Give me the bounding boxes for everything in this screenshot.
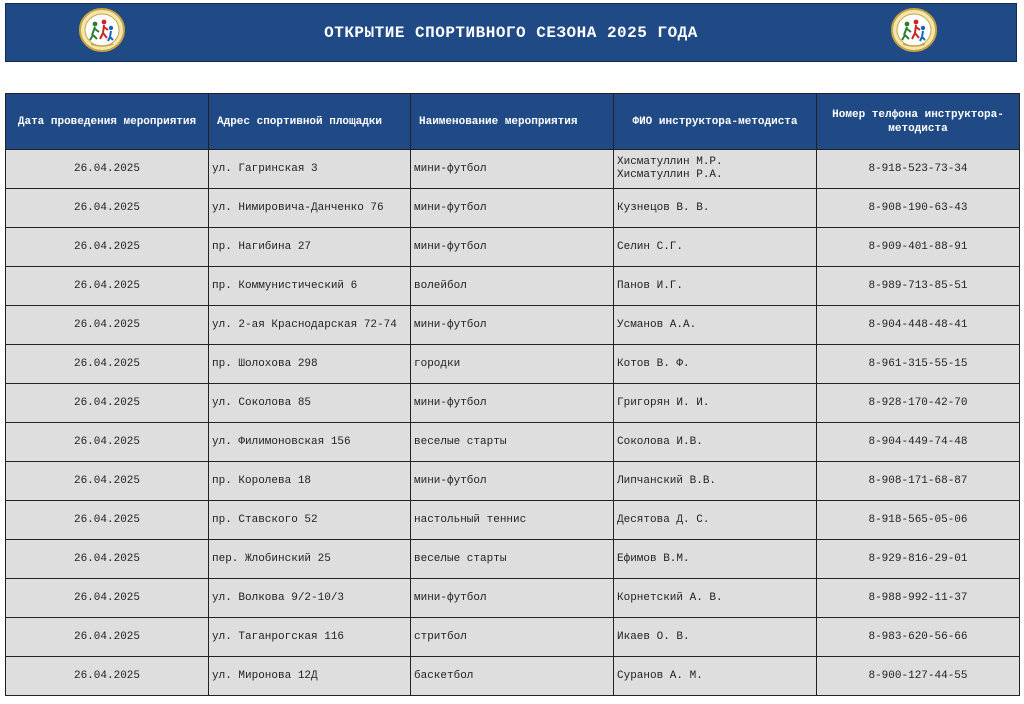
header-event: Наименование мероприятия xyxy=(411,94,614,150)
instructor-name: Панов И.Г. xyxy=(617,279,684,292)
cell-instructor xyxy=(614,189,817,228)
cell-address: пр. Нагибина 27 xyxy=(209,228,411,267)
cell-instructor xyxy=(614,345,817,384)
header-instructor: ФИО инструктора-методиста xyxy=(614,94,817,150)
instructor-name: Григорян И. И. xyxy=(617,396,710,409)
cell-phone: 8-904-449-74-48 xyxy=(817,423,1020,462)
cell-date: 26.04.2025 xyxy=(6,384,209,423)
cell-address: пер. Жлобинский 25 xyxy=(209,540,411,579)
page-title: ОТКРЫТИЕ СПОРТИВНОГО СЕЗОНА 2025 ГОДА xyxy=(324,23,698,42)
cell-address: ул. Соколова 85 xyxy=(209,384,411,423)
cell-event: мини-футбол xyxy=(411,306,614,345)
cell-instructor xyxy=(614,540,817,579)
cell-phone: 8-909-401-88-91 xyxy=(817,228,1020,267)
cell-event: мини-футбол xyxy=(411,228,614,267)
table-row xyxy=(6,228,1020,267)
cell-instructor xyxy=(614,423,817,462)
instructor-name: Суранов А. М. xyxy=(617,669,703,682)
cell-event: настольный теннис xyxy=(411,501,614,540)
instructor-name: Ефимов В.М. xyxy=(617,552,690,565)
cell-phone: 8-908-190-63-43 xyxy=(817,189,1020,228)
cell-date: 26.04.2025 xyxy=(6,501,209,540)
header-phone: Номер телфона инструктора-методиста xyxy=(817,94,1020,150)
instructor-name: Десятова Д. С. xyxy=(617,513,710,526)
cell-phone: 8-908-171-68-87 xyxy=(817,462,1020,501)
cell-event: волейбол xyxy=(411,267,614,306)
cell-date: 26.04.2025 xyxy=(6,150,209,189)
cell-date: 26.04.2025 xyxy=(6,657,209,696)
cell-address: ул. Миронова 12Д xyxy=(209,657,411,696)
cell-address: пр. Ставского 52 xyxy=(209,501,411,540)
cell-event: мини-футбол xyxy=(411,384,614,423)
cell-address: ул. Волкова 9/2-10/3 xyxy=(209,579,411,618)
cell-address: ул. Таганрогская 116 xyxy=(209,618,411,657)
table-row xyxy=(6,189,1020,228)
instructor-name: Корнетский А. В. xyxy=(617,591,723,604)
cell-address: ул. 2-ая Краснодарская 72-74 xyxy=(209,306,411,345)
instructor-name: Соколова И.В. xyxy=(617,435,703,448)
table-row xyxy=(6,384,1020,423)
cell-phone: 8-904-448-48-41 xyxy=(817,306,1020,345)
cell-instructor xyxy=(614,228,817,267)
sports-emblem-icon xyxy=(891,8,937,52)
cell-date: 26.04.2025 xyxy=(6,618,209,657)
cell-phone: 8-900-127-44-55 xyxy=(817,657,1020,696)
cell-phone: 8-928-170-42-70 xyxy=(817,384,1020,423)
table-row xyxy=(6,501,1020,540)
cell-date: 26.04.2025 xyxy=(6,462,209,501)
cell-date: 26.04.2025 xyxy=(6,306,209,345)
cell-phone: 8-918-565-05-06 xyxy=(817,501,1020,540)
cell-phone: 8-918-523-73-34 xyxy=(817,150,1020,189)
cell-address: пр. Коммунистический 6 xyxy=(209,267,411,306)
sports-emblem-icon xyxy=(79,8,125,52)
instructor-name: Усманов А.А. xyxy=(617,318,697,331)
instructor-name: Хисматуллин М.Р. xyxy=(617,156,723,168)
cell-phone: 8-989-713-85-51 xyxy=(817,267,1020,306)
cell-instructor xyxy=(614,618,817,657)
cell-instructor xyxy=(614,267,817,306)
table-header-row xyxy=(6,94,1020,150)
table-row xyxy=(6,657,1020,696)
cell-address: пр. Шолохова 298 xyxy=(209,345,411,384)
cell-date: 26.04.2025 xyxy=(6,423,209,462)
cell-date: 26.04.2025 xyxy=(6,540,209,579)
cell-instructor xyxy=(614,462,817,501)
cell-event: мини-футбол xyxy=(411,462,614,501)
cell-date: 26.04.2025 xyxy=(6,267,209,306)
table-row xyxy=(6,150,1020,189)
cell-instructor xyxy=(614,150,817,189)
cell-instructor xyxy=(614,579,817,618)
cell-event: баскетбол xyxy=(411,657,614,696)
cell-event: городки xyxy=(411,345,614,384)
cell-address: ул. Гагринская 3 xyxy=(209,150,411,189)
page-banner xyxy=(5,3,1017,62)
cell-event: мини-футбол xyxy=(411,189,614,228)
instructor-name: Икаев О. В. xyxy=(617,630,690,643)
cell-date: 26.04.2025 xyxy=(6,579,209,618)
cell-address: ул. Нимировича-Данченко 76 xyxy=(209,189,411,228)
header-date: Дата проведения мероприятия xyxy=(6,94,209,150)
cell-address: пр. Королева 18 xyxy=(209,462,411,501)
table-row xyxy=(6,267,1020,306)
table-row xyxy=(6,423,1020,462)
cell-instructor xyxy=(614,306,817,345)
instructor-name: Селин С.Г. xyxy=(617,240,684,253)
cell-date: 26.04.2025 xyxy=(6,345,209,384)
header-address: Адрес спортивной площадки xyxy=(209,94,411,150)
instructor-name: Котов В. Ф. xyxy=(617,357,690,370)
cell-event: стритбол xyxy=(411,618,614,657)
table-row xyxy=(6,540,1020,579)
events-table xyxy=(5,93,1020,696)
cell-address: ул. Филимоновская 156 xyxy=(209,423,411,462)
table-row xyxy=(6,345,1020,384)
table-row xyxy=(6,579,1020,618)
instructor-name: Хисматуллин Р.А. xyxy=(617,169,723,181)
cell-instructor xyxy=(614,657,817,696)
cell-date: 26.04.2025 xyxy=(6,189,209,228)
cell-instructor xyxy=(614,384,817,423)
cell-instructor xyxy=(614,501,817,540)
cell-phone: 8-929-816-29-01 xyxy=(817,540,1020,579)
cell-event: мини-футбол xyxy=(411,579,614,618)
table-row xyxy=(6,462,1020,501)
cell-phone: 8-988-992-11-37 xyxy=(817,579,1020,618)
table-row xyxy=(6,618,1020,657)
table-row xyxy=(6,306,1020,345)
cell-event: веселые старты xyxy=(411,423,614,462)
instructor-name: Липчанский В.В. xyxy=(617,474,717,487)
cell-phone: 8-983-620-56-66 xyxy=(817,618,1020,657)
cell-event: мини-футбол xyxy=(411,150,614,189)
cell-phone: 8-961-315-55-15 xyxy=(817,345,1020,384)
cell-date: 26.04.2025 xyxy=(6,228,209,267)
cell-event: веселые старты xyxy=(411,540,614,579)
instructor-name: Кузнецов В. В. xyxy=(617,201,710,214)
